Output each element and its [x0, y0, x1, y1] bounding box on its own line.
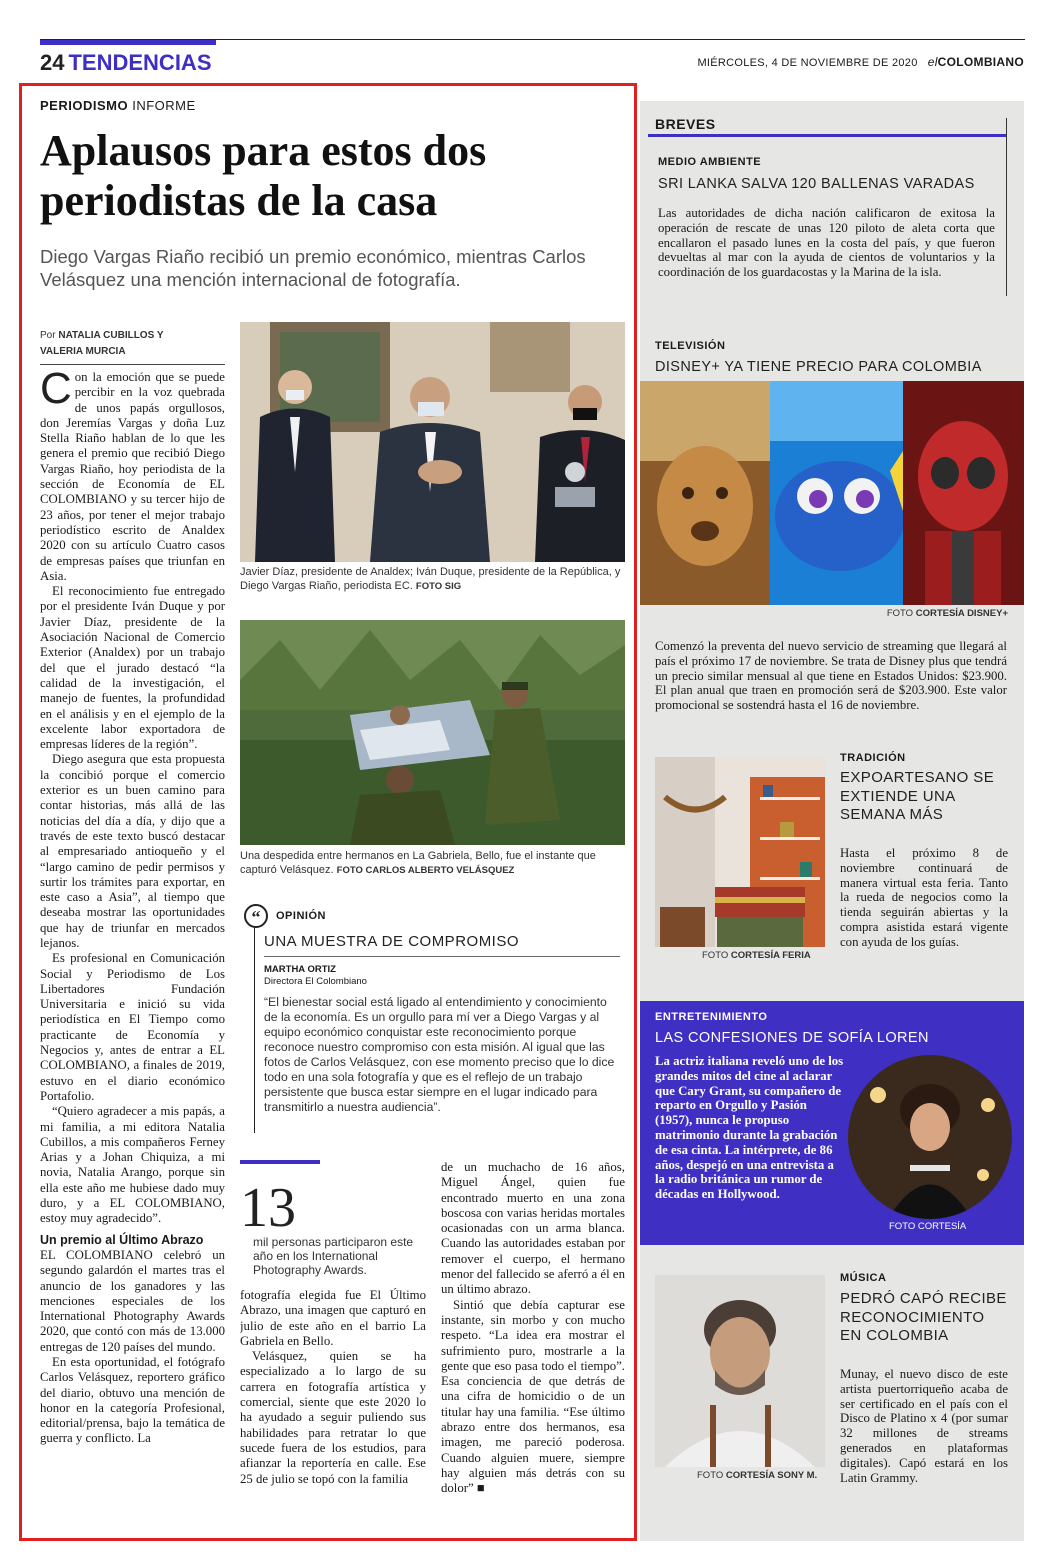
page-header — [40, 50, 212, 76]
musica-label: MÚSICA — [840, 1272, 887, 1284]
issue-date: MIÉRCOLES, 4 DE NOVIEMBRE DE 2020 — [697, 57, 918, 69]
opinion-divider — [264, 956, 620, 957]
entretenimiento-title: LAS CONFESIONES DE SOFÍA LOREN — [655, 1030, 929, 1046]
quote-icon — [244, 904, 268, 928]
breves-vertical-rule — [1006, 118, 1007, 296]
musica-photo-credit: FOTO CORTESÍA SONY M. — [697, 1470, 818, 1481]
paragraph: on la emoción que se puede percibir en la voz quebrada de unos papás orgullosos, don Jeremías Vargas y doña Luz Stella Riaño hablan de lo que les genera el premio que recibió Diego Vargas Riaño, hoy periodista de la sección de Economía de EL COLOMBIANO y su tercer hijo de 23 años, por tener el mejor trabajo periodístico escrito de Analdex 2020 con su artículo Cuatro casos de empresas países que triunfan en Asia. — [40, 370, 225, 583]
article-kicker: PERIODISMO INFORME — [40, 98, 196, 113]
medio-label: MEDIO AMBIENTE — [658, 156, 762, 168]
opinion-body: “El bienestar social está ligado al entendimiento y conocimiento de la economía. Es un orgullo para mí ver a Diego Vargas y al equipo económico conquistar este reconocimiento porque reconoce nuestro compromiso con esta misión. Al igual que las fotos de Carlos Velásquez, con ese momento preciso que lo dice todo en una sola fotografía y que es el reflejo de un trabajo persistente que busca estar siempre en el lugar indicado para transmitirlo a nuestra audiencia”. — [264, 995, 615, 1114]
entretenimiento-photo-credit: FOTO CORTESÍA — [889, 1221, 967, 1232]
medio-text: Las autoridades de dicha nación calificaron de exitosa la operación de rescate de unas 120 piloto de aleta corta que encallaron el pasado lunes en la costa del país, y que fueron devueltas al mar con la ayuda de cientos de voluntarios y la coordinación de los guardacostas y la Marina de la isla. — [658, 206, 995, 280]
byline: Por NATALIA CUBILLOS Y VALERIA MURCIA — [40, 328, 225, 365]
section-name: TENDENCIAS — [68, 50, 212, 75]
entretenimiento-label: ENTRETENIMIENTO — [655, 1011, 768, 1023]
paragraph: Velásquez, quien se ha especializado a lo largo de su carrera en fotografía artística y comercial, siente que este 2020 lo ha ayudado a seguir puliendo sus habilidades para retratar lo que sucede fuera de los estudios, para afianzar la reportería en calle. Ese 25 de julio se topó con la familia — [240, 1349, 426, 1486]
photo-award-ceremony — [240, 322, 625, 562]
end-mark-icon: ■ — [476, 1481, 485, 1496]
paragraph: “Quiero agradecer a mis papás, a mi familia, a mi editora Natalia Cubillos, a mis compañeros Ferney Arias y a Johan Chiquiza, a mi novia, Natalia Arango, porque sin ella este año me hubiese dado muy duro, y a EL COLOMBIANO, estoy muy agradecido”. — [40, 1104, 225, 1226]
tradicion-photo-credit: FOTO CORTESÍA FERIA — [702, 950, 811, 961]
tv-text: Comenzó la preventa del nuevo servicio de streaming que llegará al país el próximo 17 de noviembre. Se trata de Disney plus que tendrá un precio similar mensual al que tiene en Estados Unidos: $23.900. El plan anual que traen en promoción será de $203.900. Este valor promocional se sostendrá hasta el 16 de noviembre. — [655, 639, 1007, 713]
disney-collage-image — [640, 381, 1024, 605]
stat-accent-bar — [240, 1160, 320, 1164]
stat-text: mil personas participaron este año en los International Photography Awards. — [253, 1235, 414, 1277]
tradicion-text: Hasta el próximo 8 de noviembre continuará de manera virtual esta feria. Tanto la rueda de negocios como la tienda seguirán abiertas y la compra asistida estará vigente con ayuda de los guías. — [840, 846, 1008, 949]
tv-title: DISNEY+ YA TIENE PRECIO PARA COLOMBIA — [655, 359, 982, 375]
article-headline: Aplausos para estos dos periodistas de la casa — [40, 126, 487, 225]
page-number: 24 — [40, 50, 65, 75]
musica-text: Munay, el nuevo disco de este artista puertorriqueño acaba de ser certificado en el país con el Disco de Platino x 4 (por sumar 32 millones de streams generados en plataformas digitales). Capó estará en los Latin Grammy. — [840, 1367, 1008, 1485]
breves-rule — [648, 134, 1006, 137]
opinion-title: UNA MUESTRA DE COMPROMISO — [264, 933, 520, 950]
entretenimiento-text: La actriz italiana reveló uno de los grandes mitos del cine al aclarar que Cary Grant, su compañero de reparto en Orgullo y Pasión (1957), nunca le propuso matrimonio durante la grabación de esa cinta. La intérprete, de 86 años, despejó en una entrevista a la radio británica un rumor de décadas en Hollywood. — [655, 1054, 844, 1202]
tradicion-title: EXPOARTESANO SE EXTIENDE UNA SEMANA MÁS — [840, 769, 995, 823]
tv-photo-credit: FOTO CORTESÍA DISNEY+ — [886, 608, 1008, 619]
medio-title: SRI LANKA SALVA 120 BALLENAS VARADAS — [658, 176, 975, 192]
musica-title: PEDRÓ CAPÓ RECIBE RECONOCIMIENTO EN COLOMBIA — [840, 1290, 1007, 1344]
paragraph: En esta oportunidad, el fotógrafo Carlos Velásquez, reportero gráfico del diario, obtuvo una mención de honor en la categoría Profesional, editorial/prensa, bajo la temática de guerra y conflicto. La — [40, 1355, 225, 1446]
paragraph: EL COLOMBIANO celebró un segundo galardón el martes tras el anuncio de los ganadores y las menciones especiales de los International Photography Awards 2020, que contó con más de 13.000 entregas de 120 países del mundo. — [40, 1247, 225, 1354]
brand-logo: elCOLOMBIANO — [927, 55, 1024, 69]
paragraph: El reconocimiento fue entregado por el presidente Iván Duque y por Javier Díaz, presidente de la Asociación Nacional de Comercio Exterior (Analdex) por un trabajo del que el jurado destacó “la calidad de la investigación, el manejo de fuentes, la profundidad en el análisis y en el ejemplo de la excelente labor exportadora de empresas líderes de la región”. — [40, 584, 225, 752]
tradicion-label: TRADICIÓN — [840, 752, 906, 764]
section-accent-bar — [40, 40, 216, 45]
paragraph: Es profesional en Comunicación Social y Periodismo de Los Libertadores Fundación Universitaria e inició su vida periodística en El Tiempo como practicante de Economía y Negocios y, antes de entrar a EL COLOMBIANO, a finales de 2019, estuvo en el diario económico Portafolio. — [40, 951, 225, 1103]
article-column-1 — [40, 370, 225, 1520]
opinion-author: MARTHA ORTIZ Directora El Colombiano — [264, 964, 367, 987]
sofia-loren-portrait — [848, 1055, 1012, 1219]
paragraph: fotografía elegida fue El Último Abrazo, una imagen que capturó en julio de este año en el barrio La Gabriela en Bello. — [240, 1288, 426, 1348]
photo2-caption: Una despedida entre hermanos en La Gabriela, Bello, fue el instante que capturó Velásquez. FOTO CARLOS ALBERTO VELÁSQUEZ — [240, 850, 596, 876]
article-subtitle: Un premio al Último Abrazo — [40, 1232, 204, 1247]
paragraph: de un muchacho de 16 años, Miguel Ángel, quien fue encontrado muerto en una zona boscosa con varias heridas mortales ocasionadas con un arma blanca. Cuando las autoridades estaban por remover el cuerpo, el hermano menor del fallecido se aferró a él en un último abrazo. — [441, 1160, 625, 1297]
article-subhead: Diego Vargas Riaño recibió un premio económico, mientras Carlos Velásquez una mención internacional de fotografía. — [40, 246, 586, 290]
dateline — [697, 55, 1024, 69]
article-column-2 — [240, 1288, 426, 1520]
svg-text:“: “ — [251, 907, 261, 927]
pedro-capo-photo — [655, 1275, 825, 1467]
article-column-3 — [441, 1160, 625, 1520]
paragraph: Sintió que debía capturar ese instante, sin morbo y con mucho respeto. “La idea era mostrar el sufrimiento puro, mostrarle a la gente que eso pasa todo el tiempo”. Esa conciencia de que detrás de una cifra de homicidio o de un titular hay una familia. “Ese último abrazo entre dos hermanos, esa imagen, me pareció poderosa. Cuando alguien muere, siempre hay alguien más detrás con su dolor” ■ — [441, 1297, 625, 1496]
paragraph: Diego asegura que esta propuesta la concibió porque el comercio exterior es un buen camino para contar historias, más allá de las noticias del día a día, y dijo que a través de este texto buscó destacar al empresariado antioqueño y el “largo camino de pedir permisos y surtir los trámites para exportar, en este caso a Asia”, al tiempo que deseaba mostrar las oportunidades que hay de triunfar en mercados lejanos. — [40, 752, 225, 950]
drop-cap: C — [40, 370, 72, 413]
photo1-caption: Javier Díaz, presidente de Analdex; Iván Duque, presidente de la República, y Diego Vargas Riaño, periodista EC. FOTO SIG — [240, 566, 621, 592]
opinion-label: OPINIÓN — [276, 910, 326, 922]
expoartesano-image — [655, 757, 825, 947]
tv-label: TELEVISIÓN — [655, 340, 726, 352]
stat-number: 13 — [240, 1177, 296, 1239]
opinion-rule — [254, 928, 255, 1133]
breves-label: BREVES — [655, 116, 716, 132]
photo-forest-embrace — [240, 620, 625, 845]
